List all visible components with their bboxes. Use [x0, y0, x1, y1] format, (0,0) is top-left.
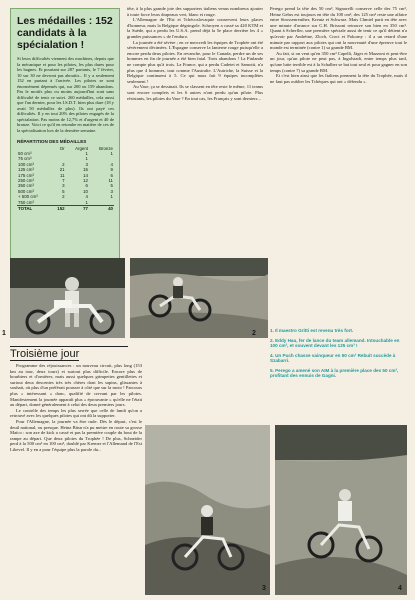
- col-header-bronze: Bronze: [99, 146, 113, 151]
- medal-count: 14: [83, 172, 88, 178]
- medal-count: 9: [110, 167, 113, 173]
- medal-count: 4: [85, 194, 88, 200]
- medal-count: 3: [110, 188, 113, 194]
- medal-count: 11: [60, 172, 65, 178]
- medal-count: 1: [85, 151, 88, 156]
- medal-count: 1: [85, 199, 88, 205]
- medal-count: 5: [110, 183, 113, 189]
- sidebar-intro: Si leurs difficultés viennent des machines, depuis que la mécanique et pour les pilotes, les plus dures pour les bagnes. Et pourtant sur 287 partants, le 7 février, 10 sur 30 ne devront pas abouttir... Il y a seulement 152 en partant à l'arrivée. Les pilotes se sont énormément dépensés qui, sur 200 ou 159 abandons. Pas le motifs plus ou moins aujourd'hui sont sans difficulté de tenir ce suivi. 260 médailles, cela aussi que l'an dernier, pour les I.S.D.T. bien plus dure (18 y avait 50 médailles de plus). Ils ont payé ces difficultés. Il y en tout 20% des pilotes engagés de la spécialation. Pas moins de 12,7% et d'argent et 40 de bronze. Voici ce qu'il en retombe en matière de ces de la spécialisation lors de la dernière semaine.: [17, 56, 114, 133]
- paragraph: L'Allemagne de l'Est et Tchécoslovaquie conservent leurs places d'honneur, mais la Belgique dégringole. Schroyen a cassé sa 420 KTM et la Suède, qui a perdu les U.S.A. prend déjà la 5e place derrière les 4 « grandes puissances » de l'enduro.: [127, 17, 263, 39]
- article-column-3: [270, 6, 407, 256]
- class-label: 750 cm³: [18, 199, 34, 205]
- medal-count: 1: [110, 194, 113, 200]
- photo-rider-trail-image: [275, 425, 407, 595]
- medal-count: 7: [62, 178, 65, 184]
- photo-rider-mud: [145, 425, 270, 595]
- section-body: [10, 363, 142, 453]
- medal-table-title: RÉPARTITION DES MÉDAILLES: [17, 139, 87, 144]
- paragraph: Programme des réjouissances : un nouveau circuit, plus long (153 km au tour, deux tours) et surtout plus difficile. Encore plus de bourbiers et d'ornières, mais aussi quelques grimpettes gentillettes et surtout deux descentes très très chères dont les sapins, glissantes à souhait, où plus d'un préférait pousser à côté que sur la moto ! Parcours plus « intéressant » donc, qualifié de crevant par les pilotes. Manifestement la journée apparaît plus « éprouvante » qu'elle ne l'était au départ, donné généralement à celui des deux premiers jours.: [10, 363, 142, 408]
- photo-rider-jump: [130, 258, 268, 338]
- medal-count: 5: [62, 188, 65, 194]
- class-label: 125 cm³: [18, 167, 34, 173]
- class-label: 250 cm³: [18, 178, 34, 184]
- paragraph: Perego prend la tête des 50 cm³, Signorelli conserve celle des 75 cm³, Heinz Gehrs est toujours en tête du 100 cm³, des 125 cm³ reste une affaire entre Strossenreuther, Kreutz et Schwarz. Mais Chmiel parti en tête avec une minute d'avance sur C.H. Brissoni retrouve son bien en 350 cm³. Quant à Scherfler, une première spéciale aussi de tenir ce qu'il détient n'a qu'avoir par Andréine, Zloch, Croci et Pokorny : il a un retard d'une minute par rapport aux pilotes qui ont la nouveauté d'une épreuve tout le monde est terminée (contre 1) sa grande BM.: [270, 6, 407, 51]
- medal-count: 4: [110, 161, 113, 167]
- medal-count: 12: [83, 178, 88, 184]
- photo-rider-standing: [10, 258, 125, 338]
- paragraph: Et c'est bien ainsi que les Italiens prennent la tête du Trophée, mais il ne faut pas oublier les Tchèques qui ont « défendu ».: [270, 73, 407, 84]
- photo-number-3: 3: [262, 585, 266, 592]
- col-header-gold: Or: [59, 146, 65, 151]
- photo-rider-mud-image: [145, 425, 270, 595]
- medal-count: 21: [59, 167, 65, 173]
- medal-count: 15: [83, 167, 88, 173]
- paragraph: Pour l'Allemagne, la journée va être rude. Dès le départ, c'est le deuil national, ou presque. Heinz Büsn n'a pu mettre en route sa grosse Maïco : son axe de kick a cassé et pas la première couple du bout de la rampe au départ. Que deux pilotes du Trophée ! De plus, Schneider perd à la 500 cm³ en 100 cm³, doublé par Kremer et l'Allemand de l'Est Likevel. Il y en a pour l'équipe plus la parole du...: [10, 418, 142, 452]
- medal-count: 1: [110, 151, 113, 156]
- class-label: 175 cm³: [18, 172, 34, 178]
- medal-count: 3: [62, 183, 65, 189]
- photo-captions: [270, 328, 408, 383]
- caption-5: 5. Perego a amené son AIM à la première place des 50 cm³, profitant des ennuis de Gagni.: [270, 367, 399, 378]
- paragraph: Le contrôle des temps les plus serrée que celle de lundi qu'on a retrouvé avec les quelques pilotes qui ont dû la supporter.: [10, 407, 142, 419]
- medal-count: 10: [83, 188, 88, 194]
- medal-total-row: [17, 206, 114, 212]
- total-silver: 77: [66, 206, 89, 212]
- medal-count: 6: [85, 183, 88, 189]
- paragraph: Au Vase, ça se dessinait. Ils se classent en tête reste le même, 11 teams sont encore complets et les 6 autres n'ont perdu qu'un pilote. Plus résistants, les pilotes du Vase ? En tout cas, les Français y sont derniers...: [127, 84, 263, 101]
- total-label: TOTAL: [17, 206, 51, 212]
- photo-rider-trail: [275, 425, 407, 595]
- article-column-2: [127, 6, 263, 256]
- sidebar-title: Les médailles : 152 candidats à la spécialation !: [17, 15, 113, 51]
- medal-count: 3: [85, 161, 88, 167]
- class-label: 50 cm³: [18, 151, 32, 156]
- class-label: 500 cm³: [18, 188, 34, 194]
- class-label: 75 cm³: [18, 156, 32, 162]
- medal-count: 11: [108, 178, 113, 184]
- photo-number-2: 2: [252, 330, 256, 337]
- caption-2: 2. Eddy Hau, fer de lance du team allemand. Intouchable en 100 cm³, et souvent devant les 125 cm³ !: [270, 337, 400, 348]
- total-gold: 152: [51, 206, 66, 212]
- caption-1: 1. Il maestro Gritti est revenu très fort.: [270, 328, 354, 333]
- photo-number-4: 4: [398, 585, 402, 592]
- paragraph: La journée a été sévère ; en ce mercredi les équipes de Trophée ont été sévèrement décimées. L'Espagne conserve la lanterne rouge puisqu'elle a encore perdu deux pilotes. En revanche, pour le Canada, perdre un de ses hommes en fin de journée a été bien fatal. Trois abandons ! La Finlande ne compte plus qu'à trois. La France, qui a perdu Cadetet et Samotti, n'a plus que 4 hommes, tout comme l'Australie. L'Autriche, la Suisse et la Belgique continuent à 5. Ce qui nous fait 9 équipes incomplètes seulement !: [127, 39, 263, 84]
- class-label: + 500 cm³: [18, 194, 38, 200]
- medal-count: 2: [62, 161, 65, 167]
- section-heading: [10, 346, 128, 360]
- medal-count: 2: [62, 194, 65, 200]
- medal-count: 6: [110, 172, 113, 178]
- col-header-silver: Argent: [75, 146, 88, 151]
- photo-rider-jump-image: [130, 258, 268, 338]
- paragraph: tête, à la plus grande joie des supporters italiens venus nombreux ajouter à toute force leurs drapeaux vert, blanc et rouge.: [127, 6, 263, 17]
- medal-count: 1: [85, 156, 88, 162]
- photo-rider-standing-image: [10, 258, 125, 338]
- section-heading-text: Troisième jour: [10, 348, 80, 360]
- class-label: 350 cm³: [18, 183, 34, 189]
- caption-4: 4. Un Puch chasse vainqueur en 50 cm³ Rebuit succède à Szabarri.: [270, 352, 396, 363]
- class-label: 100 cm³: [18, 161, 34, 167]
- photo-number-1: 1: [2, 330, 6, 337]
- medal-table: [17, 146, 114, 211]
- paragraph: Au fait, si on veut qu'en 350 cm³ Capelli, Jäger et Mazzoni et peut-être un jour, qu'un pilote ne peut pas, à Ingolstadt, entre temps plus tard, qu'une lutte terrible est à la Schalber se bat tout seul et pour gagner en son temps (contre 7) sa grande BM.: [270, 50, 407, 73]
- total-bronze: 40: [89, 206, 114, 212]
